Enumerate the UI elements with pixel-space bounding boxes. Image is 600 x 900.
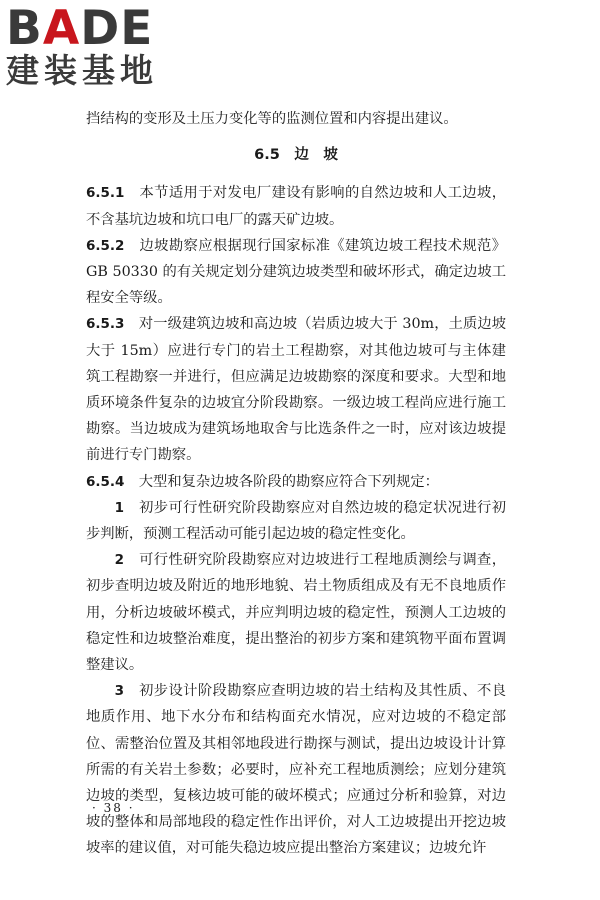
logo-subtitle: 建装基地 — [6, 51, 158, 90]
clause-text: 边坡勘察应根据现行国家标准《建筑边坡工程技术规范》GB 50330 的有关规定划分建筑边坡类型和破坏形式，确定边坡工程安全等级。 — [86, 237, 507, 307]
clause-6-5-1 — [86, 180, 506, 232]
continuation-text: 挡结构的变形及土压力变化等的监测位置和内容提出建议。 — [86, 111, 458, 127]
list-item-1 — [86, 495, 506, 547]
clause-6-5-3 — [86, 311, 506, 468]
item-number: 2 — [114, 552, 124, 569]
section-title: 6.5 边 坡 — [254, 147, 338, 164]
logo-wordmark: BADE — [6, 1, 154, 56]
page-body — [86, 106, 506, 862]
clause-text: 本节适用于对发电厂建设有影响的自然边坡和人工边坡，不含基坑边坡和坑口电厂的露天矿边坡。 — [86, 185, 507, 228]
clause-6-5-4 — [86, 469, 506, 495]
clause-text: 对一级建筑边坡和高边坡（岩质边坡大于 30m，土质边坡大于 15m）应进行专门的岩土工程勘察，对其他边坡可与主体建筑工程勘察一并进行，但应满足边坡勘察的深度和要求。大型和地质环境条件复杂的边坡宜分阶段勘察。一级边坡工程尚应进行施工勘察。当边坡成为建筑场地取舍与比选条件之一时，应对该边坡提前进行专门勘察。 — [86, 316, 507, 464]
clause-number: 6.5.2 — [86, 237, 125, 254]
item-text: 可行性研究阶段勘察应对边坡进行工程地质测绘与调查，初步查明边坡及附近的地形地貌、岩土物质组成及有无不良地质作用，分析边坡破坏模式，并应判明边坡的稳定性，预测人工边坡的稳定性和边坡整治难度，提出整治的初步方案和建筑物平面布置调整建议。 — [86, 552, 507, 674]
clause-number: 6.5.1 — [86, 185, 125, 202]
clause-text: 大型和复杂边坡各阶段的勘察应符合下列规定： — [138, 473, 439, 490]
item-number: 1 — [114, 499, 124, 516]
item-number: 3 — [114, 683, 124, 700]
logo-accent-letter: A — [42, 1, 81, 56]
brand-logo — [6, 1, 176, 90]
list-item-3 — [86, 678, 506, 861]
page-number: · 38 · — [92, 801, 135, 815]
item-text: 初步可行性研究阶段勘察应对自然边坡的稳定状况进行初步判断，预测工程活动可能引起边坡的稳定性变化。 — [86, 499, 507, 543]
clause-number: 6.5.4 — [86, 473, 125, 490]
clause-6-5-2 — [86, 233, 506, 312]
list-item-2 — [86, 547, 506, 678]
item-text: 初步设计阶段勘察应查明边坡的岩土结构及其性质、不良地质作用、地下水分布和结构面充水情况，应对边坡的不稳定部位、需整治位置及其相邻地段进行勘探与测试，提出边坡设计计算所需的有关岩土参数；必要时，应补充工程地质测绘；应划分建筑边坡的类型，复核边坡可能的破坏模式；应通过分析和验算，对边坡的整体和局部地段的稳定性作出评价，对人工边坡提出开挖边坡坡率的建议值，对可能失稳边坡应提出整治方案建议；边坡允许 — [86, 683, 507, 857]
clause-number: 6.5.3 — [86, 316, 125, 333]
